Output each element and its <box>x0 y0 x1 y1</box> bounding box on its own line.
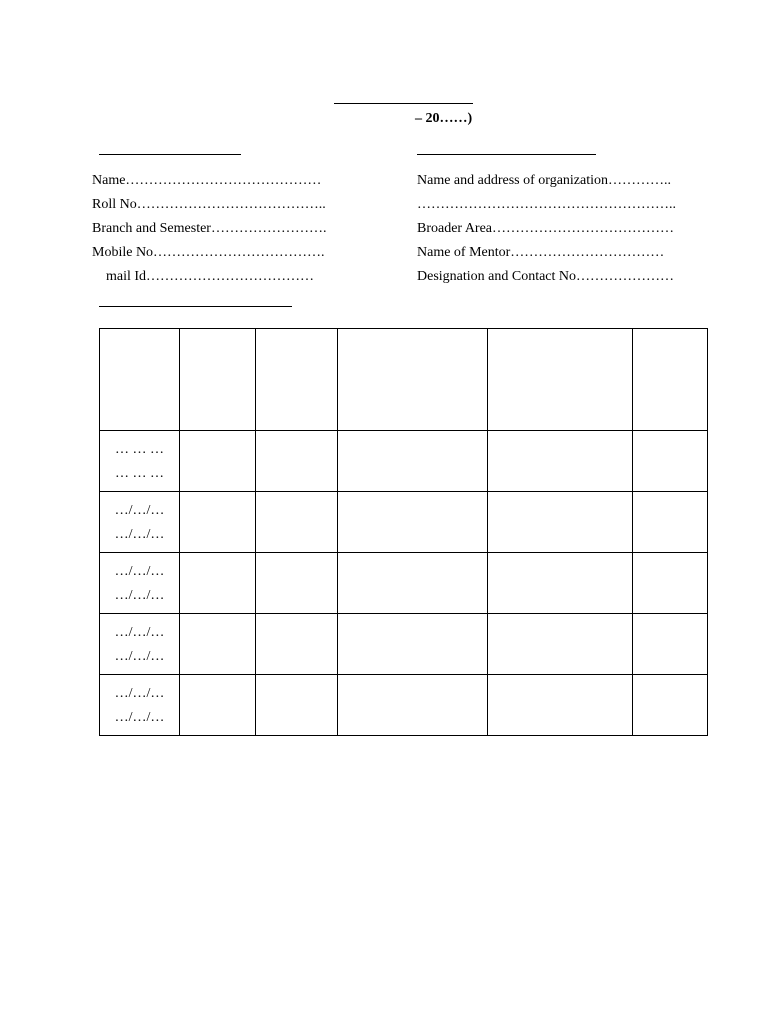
table-row <box>100 431 708 492</box>
table-cell <box>256 614 338 675</box>
table-cell <box>180 553 256 614</box>
date-cell <box>100 614 180 675</box>
date-to: … … … <box>115 466 164 481</box>
date-from: …/…/… <box>114 564 165 579</box>
org-name-address-field: Name and address of organization………….. <box>417 173 672 188</box>
org-broader-area-field: Broader Area………………………………… <box>417 221 675 236</box>
date-to: …/…/… <box>114 649 165 664</box>
table-cell <box>338 431 488 492</box>
student-mobile-field: Mobile No………………………………. <box>92 245 325 260</box>
table-cell <box>633 675 708 736</box>
date-cell <box>100 492 180 553</box>
date-from: …/…/… <box>114 503 165 518</box>
table-cell <box>633 492 708 553</box>
table-section-underline <box>99 306 292 307</box>
table-cell <box>180 614 256 675</box>
student-roll-field: Roll No………………………………….. <box>92 197 326 212</box>
table-header-row <box>100 329 708 431</box>
weekly-log-table <box>99 328 708 736</box>
table-cell <box>256 431 338 492</box>
header-cell-3 <box>256 329 338 431</box>
date-cell <box>100 431 180 492</box>
date-to: …/…/… <box>114 710 165 725</box>
table-cell <box>633 553 708 614</box>
date-cell <box>100 553 180 614</box>
org-mentor-field: Name of Mentor…………………………… <box>417 245 665 260</box>
date-to: …/…/… <box>114 527 165 542</box>
session-year: – 20……) <box>415 111 473 126</box>
header-cell-2 <box>180 329 256 431</box>
header-cell-4 <box>338 329 488 431</box>
table-cell <box>338 492 488 553</box>
table-cell <box>180 431 256 492</box>
student-branch-field: Branch and Semester……………………. <box>92 221 327 236</box>
table-row <box>100 675 708 736</box>
table-cell <box>338 614 488 675</box>
table-cell <box>633 431 708 492</box>
table-cell <box>180 675 256 736</box>
table-cell <box>338 675 488 736</box>
table-cell <box>633 614 708 675</box>
date-cell <box>100 675 180 736</box>
table-cell <box>488 614 633 675</box>
header-cell-6 <box>633 329 708 431</box>
header-cell-5 <box>488 329 633 431</box>
table-row <box>100 553 708 614</box>
org-designation-contact-field: Designation and Contact No………………… <box>417 269 675 284</box>
date-from: …/…/… <box>114 686 165 701</box>
date-to: …/…/… <box>114 588 165 603</box>
date-from: …/…/… <box>114 625 165 640</box>
table-cell <box>256 553 338 614</box>
table-cell <box>180 492 256 553</box>
table-cell <box>488 431 633 492</box>
student-email-field: mail Id……………………………… <box>106 269 315 284</box>
date-from: … … … <box>115 442 164 457</box>
table-row <box>100 492 708 553</box>
table-row <box>100 614 708 675</box>
table-cell <box>488 492 633 553</box>
table-cell <box>256 675 338 736</box>
student-section-underline <box>99 154 241 155</box>
organization-section-underline <box>417 154 596 155</box>
title-underline <box>334 103 473 104</box>
table-cell <box>338 553 488 614</box>
table-cell <box>488 553 633 614</box>
table-cell <box>256 492 338 553</box>
table-cell <box>488 675 633 736</box>
student-name-field: Name…………………………………… <box>92 173 322 188</box>
header-cell-date <box>100 329 180 431</box>
org-name-address-continuation: ……………………………………………….. <box>417 197 676 212</box>
